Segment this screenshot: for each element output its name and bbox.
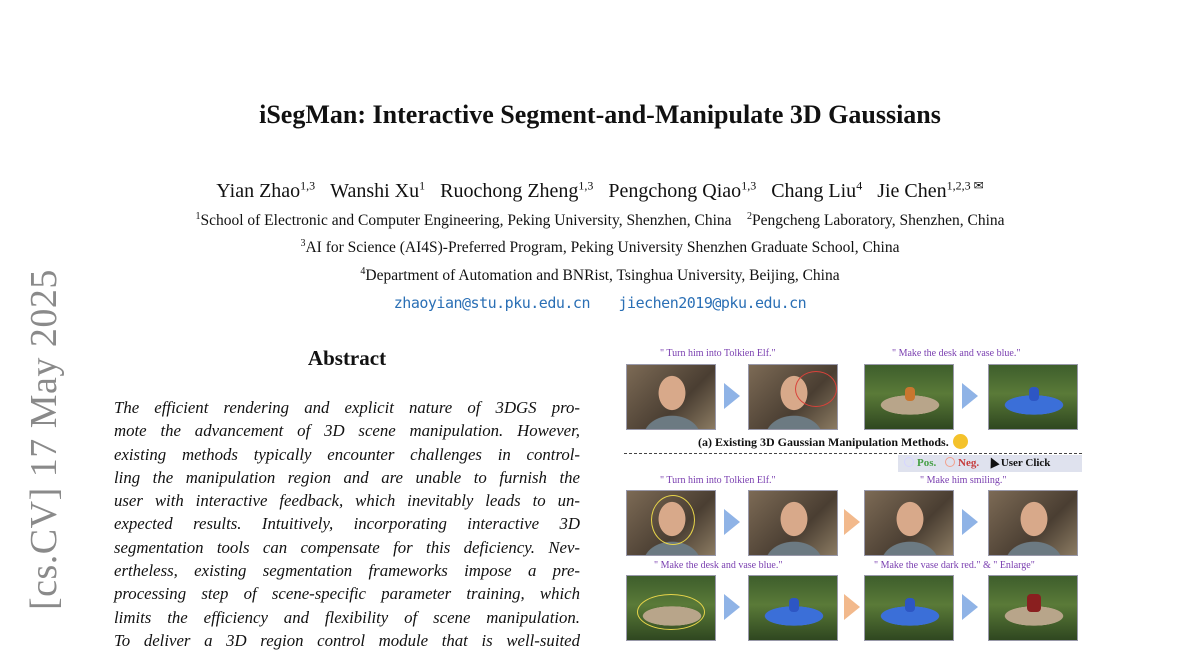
affiliation-line: $^3$AI for Science (AI4S)-Preferred Program, Peking University Shenzhen Graduate School, China [300,238,900,257]
author: Ruochong Zheng$^{1,3}$ [440,178,594,202]
arrow-icon [724,383,740,409]
portrait-image [748,490,838,556]
arrow-icon [962,509,978,535]
vase [905,598,915,612]
abstract-line: mote the advancement of 3D scene manipulation. However, [114,421,580,441]
region-outline [795,371,837,407]
garden-image [864,575,954,641]
prompt-caption: " Turn him into Tolkien Elf." [660,475,776,486]
portrait-image [748,364,838,430]
author: Wanshi Xu$^1$ [330,178,426,202]
mask-outline [637,594,705,630]
abstract-line: expected results. Intuitively, incorporating interactive 3D [114,514,580,534]
abstract-line: segmentation tools can compensate for this deficiency. Nev- [114,537,580,557]
paper-title: iSegMan: Interactive Segment-and-Manipulate 3D Gaussians [259,100,941,129]
abstract-line: The efficient rendering and explicit nature of 3DGS pro- [114,398,580,417]
abstract-line: existing methods typically encounter challenges in control- [114,444,580,464]
abstract-line: limits the efficiency and flexibility of scene manipulation. [114,607,580,627]
negative-dot-icon [945,457,955,467]
positive-dot-icon [904,457,914,467]
vase [905,387,915,401]
portrait-image [864,490,954,556]
author-list [0,178,1200,203]
arrow-icon [724,509,740,535]
arrow-icon [962,383,978,409]
author: Yian Zhao$^{1,3}$ [216,178,316,202]
click-legend: Pos. Neg. User Click [898,455,1082,472]
prompt-caption: " Make him smiling." [920,475,1007,486]
emoji-icon [953,434,968,449]
portrait-image [626,490,716,556]
prompt-caption: " Make the vase dark red." & " Enlarge" [874,560,1035,571]
affiliation-line: $^4$Department of Automation and BNRist, Tsinghua University, Beijing, China [360,266,840,285]
email-link[interactable]: zhaoyian@stu.pku.edu.cn [393,294,590,312]
mask-outline [651,495,695,545]
abstract-heading: Abstract [307,346,387,370]
author: Jie Chen$^{1,2,3 ✉}$ [877,178,984,202]
vase [1029,387,1039,401]
author: Chang Liu$^4$ [771,178,863,202]
abstract-line: ling the manipulation region and are unable to furnish the [114,467,580,487]
teaser-figure [620,345,1090,648]
affiliation-line: $^1$School of Electronic and Computer Engineering, Peking University, Shenzhen, China $^2$Pengcheng Laboratory, Shenzhen, China [195,211,1005,230]
abstract-line: user with interactive feedback, which inevitably leads to un- [114,491,580,511]
subfigure-caption: (a) Existing 3D Gaussian Manipulation Methods. [698,434,968,450]
arrow-icon [962,594,978,620]
abstract-line: ertheless, existing segmentation frameworks impose a pre- [114,561,580,581]
abstract-text [114,396,580,652]
arrow-icon [844,509,860,535]
arrow-icon [724,594,740,620]
divider [624,453,1082,454]
garden-image [626,575,716,641]
garden-image [988,364,1078,430]
garden-image [748,575,838,641]
abstract-line: processing step of scene-specific parameter training, which [114,584,580,604]
abstract-line: To deliver a 3D region control module that is well-suited [114,630,580,650]
garden-image [864,364,954,430]
portrait-image [626,364,716,430]
portrait-image [988,490,1078,556]
email-link[interactable]: jiechen2019@pku.edu.cn [618,294,807,312]
prompt-caption: " Make the desk and vase blue." [892,348,1021,359]
author: Pengchong Qiao$^{1,3}$ [608,178,757,202]
prompt-caption: " Turn him into Tolkien Elf." [660,348,776,359]
vase [1027,594,1041,612]
arxiv-stamp: [cs.CV] 17 May 2025 [23,269,65,610]
prompt-caption: " Make the desk and vase blue." [654,560,783,571]
garden-image [988,575,1078,641]
vase [789,598,799,612]
arrow-icon [844,594,860,620]
email-list [0,294,1200,312]
cursor-icon [986,455,999,468]
